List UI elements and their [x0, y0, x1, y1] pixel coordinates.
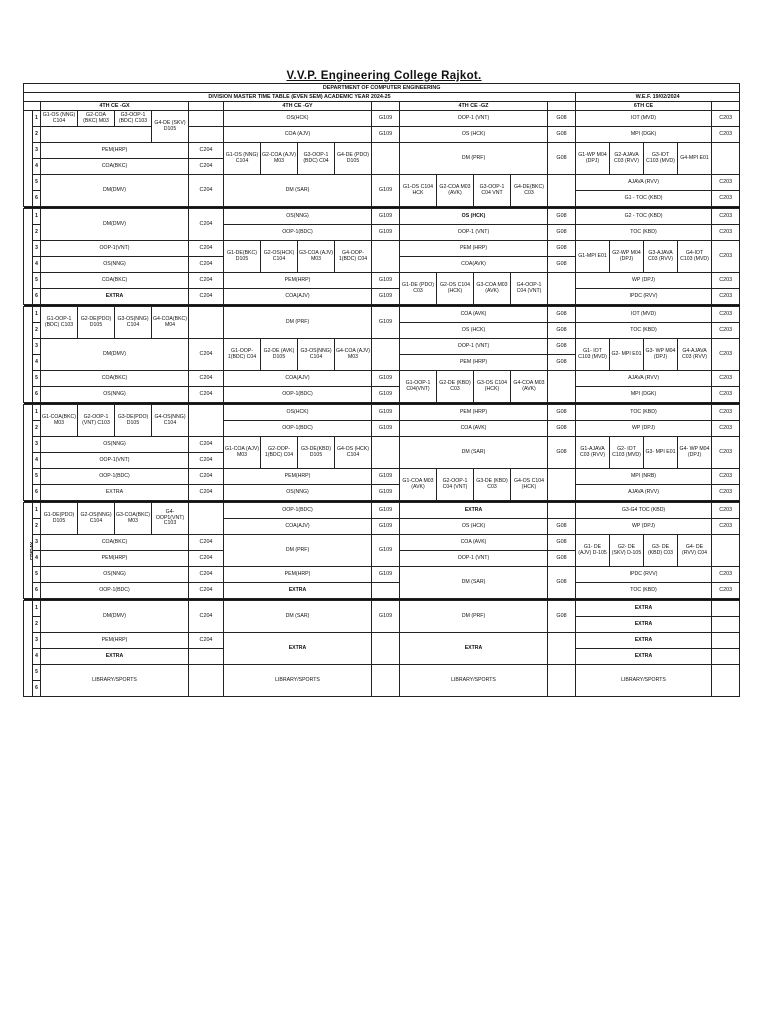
cell: G1-WP M04 (DPJ)	[576, 143, 610, 175]
cell: DM(DMV)	[41, 601, 189, 633]
period-number: 6	[33, 191, 41, 207]
cell: G1-DE(BKC) D105	[224, 241, 261, 273]
room: C203	[712, 307, 740, 323]
cell: COA (AVK)	[400, 421, 548, 437]
period-number: 1	[33, 405, 41, 421]
cell: G3- DE (KBD) C03	[644, 535, 678, 567]
cell: DM (PRF)	[224, 307, 372, 339]
room: C203	[712, 405, 740, 421]
cell: G1-OOP-1(BDC) C04	[224, 339, 261, 371]
cell: AJAVA (RVV)	[576, 371, 712, 387]
cell: PEM(HRP)	[224, 469, 372, 485]
cell: G4-COA(BKC) M04	[152, 307, 189, 339]
room: C203	[712, 437, 740, 469]
cell: OOP-1(BDC)	[224, 387, 372, 403]
period-number: 5	[33, 273, 41, 289]
cell: G1-OOP-1 C04(VNT)	[400, 371, 437, 403]
cell: OOP-1 (VNT)	[400, 339, 548, 355]
cell: G2-OOP-1 (VNT) C103	[78, 405, 115, 437]
cell: COA(AVK)	[400, 257, 548, 273]
cell: G3-OOP-1 (BDC) C04	[298, 143, 335, 175]
room: C204	[189, 159, 224, 175]
room: C203	[712, 289, 740, 305]
room: C203	[712, 567, 740, 583]
cell: G4-COA M03 (AVK)	[511, 371, 548, 403]
room: C203	[712, 323, 740, 339]
cell: TOC (KBD)	[576, 583, 712, 599]
room: G109	[372, 421, 400, 437]
cell: COA (AVK)	[400, 535, 548, 551]
cell: LIBRARY/SPORTS	[400, 665, 548, 697]
period-number: 1	[33, 111, 41, 127]
cell: COA(AJV)	[224, 289, 372, 305]
cell: EXTRA	[576, 633, 712, 649]
cell: G4-DE (PDO) D105	[335, 143, 372, 175]
room: G08	[548, 567, 576, 599]
room: G109	[372, 307, 400, 339]
day-label	[24, 209, 33, 305]
cell: COA (AJV)	[224, 127, 372, 143]
room: G08	[548, 551, 576, 567]
room: G109	[372, 601, 400, 633]
room: C204	[189, 551, 224, 567]
cell: OS(NNG)	[41, 387, 189, 403]
cell: G1- IOT C103 (MVD)	[576, 339, 610, 371]
cell: G4-OS C104 (HCK)	[511, 469, 548, 501]
cell: G3-DE(KBD) D105	[298, 437, 335, 469]
room: G109	[372, 273, 400, 289]
cell: OS (HCK)	[400, 209, 548, 225]
room: G109	[372, 289, 400, 305]
timetable-title: DIVISION MASTER TIME TABLE (EVEN SEM) ACADEMIC YEAR 2024-25	[24, 93, 576, 102]
day-label	[24, 111, 33, 207]
cell: OS(HCK)	[224, 405, 372, 421]
cell: G1-COA (AJV) M03	[224, 437, 261, 469]
cell: G2-OS C104 (HCK)	[437, 273, 474, 305]
cell: AJAVA (RVV)	[576, 175, 712, 191]
room: C204	[189, 209, 224, 241]
period-number: 5	[33, 371, 41, 387]
room: C204	[189, 257, 224, 273]
cell: IPDC (RVV)	[576, 567, 712, 583]
cell: G4-COA (AJV) M03	[335, 339, 372, 371]
room: G109	[372, 387, 400, 403]
cell: G3-COA (AJV) M03	[298, 241, 335, 273]
period-number: 5	[33, 469, 41, 485]
room: C203	[712, 209, 740, 225]
cell: G2- IOT C103 (MVD)	[610, 437, 644, 469]
room: C204	[189, 339, 224, 371]
period-number: 6	[33, 583, 41, 599]
cell: PEM (HRP)	[400, 355, 548, 371]
cell: COA(BKC)	[41, 535, 189, 551]
cell: G3-OS(NNG) C104	[115, 307, 152, 339]
period-number: 4	[33, 159, 41, 175]
cell: OS(NNG)	[224, 209, 372, 225]
room: G109	[372, 127, 400, 143]
room: G08	[548, 257, 576, 273]
room: G109	[372, 519, 400, 535]
period-number: 1	[33, 503, 41, 519]
cell: COA(AJV)	[224, 371, 372, 387]
cell: G2-DE (KBD) C03	[437, 371, 474, 403]
cell: G3-OS(NNG) C104	[298, 339, 335, 371]
room: C203	[712, 485, 740, 501]
cell: PEM(HRP)	[41, 143, 189, 159]
cell: G4-OOP1(VNT) C103	[152, 503, 189, 535]
cell: EXTRA	[41, 649, 189, 665]
period-number: 2	[33, 225, 41, 241]
cell: IOT (MVD)	[576, 307, 712, 323]
room: C204	[189, 273, 224, 289]
period-number: 6	[33, 289, 41, 305]
cell: G3-OS C104 (HCK)	[474, 371, 511, 403]
cell: G1-OS (NNG) C104	[224, 143, 261, 175]
cell: OS(NNG)	[41, 437, 189, 453]
cell: G1-OOP-1 (BDC) C103	[41, 307, 78, 339]
cell: G3-G4 TOC (KBD)	[576, 503, 712, 519]
cell: COA(BKC)	[41, 273, 189, 289]
cell: OOP-1 (VNT)	[400, 225, 548, 241]
cell: DM (SAR)	[224, 175, 372, 207]
cell: G3- WP M04 (DPJ)	[644, 339, 678, 371]
room: C204	[189, 601, 224, 633]
room: G08	[548, 127, 576, 143]
cell: G2- MPI E01	[610, 339, 644, 371]
room: C203	[712, 175, 740, 191]
room: C204	[189, 469, 224, 485]
cell: OOP-1(VNT)	[41, 241, 189, 257]
room: G109	[372, 371, 400, 387]
period-number: 3	[33, 241, 41, 257]
cell: OOP-1(BDC)	[41, 469, 189, 485]
cell: G4-MPI E01	[678, 143, 712, 175]
cell: DM (SAR)	[400, 437, 548, 469]
room: G08	[548, 225, 576, 241]
room: C203	[712, 127, 740, 143]
room: C204	[189, 485, 224, 501]
period-number: 4	[33, 453, 41, 469]
period-number: 5	[33, 665, 41, 681]
cell: G2 - TOC (KBD)	[576, 209, 712, 225]
cell: PEM(HRP)	[41, 551, 189, 567]
division-gx: 4TH CE -GX	[41, 102, 189, 111]
room: C203	[712, 371, 740, 387]
cell: DM (PRF)	[400, 143, 548, 175]
cell: TOC (KBD)	[576, 405, 712, 421]
room: G109	[372, 535, 400, 567]
period-number: 1	[33, 209, 41, 225]
period-number: 3	[33, 437, 41, 453]
cell: G4-OOP-1 C04 (VNT)	[511, 273, 548, 305]
timetable	[23, 83, 740, 697]
cell: G1-OS (NNG) C104	[41, 111, 78, 127]
room: C204	[189, 241, 224, 257]
department-header: DEPARTMENT OF COMPUTER ENGINEERING	[24, 84, 740, 93]
cell: G1- DE (AJV) D-105	[576, 535, 610, 567]
cell: OOP-1(BDC)	[224, 421, 372, 437]
cell: OOP-1(VNT)	[41, 453, 189, 469]
period-number: 4	[33, 355, 41, 371]
room: G109	[372, 225, 400, 241]
room: C204	[189, 175, 224, 207]
cell: OOP-1(BDC)	[224, 503, 372, 519]
room: G08	[548, 519, 576, 535]
cell: PEM(HRP)	[41, 633, 189, 649]
room: G08	[548, 355, 576, 371]
cell: G4- WP M04 (DPJ)	[678, 437, 712, 469]
cell: G3-COA(BKC) M03	[115, 503, 152, 535]
cell: EXTRA	[224, 633, 372, 665]
cell: COA (AVK)	[400, 307, 548, 323]
room: C203	[712, 387, 740, 403]
period-number: 3	[33, 633, 41, 649]
division-gy: 4TH CE -GY	[224, 102, 372, 111]
cell: EXTRA	[41, 289, 189, 305]
day-label	[24, 307, 33, 403]
room: G109	[372, 175, 400, 207]
cell: G1-COA(BKC) M03	[41, 405, 78, 437]
room: C203	[712, 469, 740, 485]
period-number: 2	[33, 519, 41, 535]
cell: MPI (NRB)	[576, 469, 712, 485]
cell: EXTRA	[400, 503, 548, 519]
cell: DM (SAR)	[224, 601, 372, 633]
cell: G1 - TOC (KBD)	[576, 191, 712, 207]
cell: G2-OOP-1(BDC) C04	[261, 437, 298, 469]
cell: EXTRA	[576, 617, 712, 633]
wef-date: W.E.F. 19/02/2024	[576, 93, 740, 102]
cell: G2-DE (AVK) D105	[261, 339, 298, 371]
cell: G4-OS(NNG) C104	[152, 405, 189, 437]
room: C203	[712, 421, 740, 437]
cell: G2-COA M03 (AVK)	[437, 175, 474, 207]
cell: G1-COA M03 (AVK)	[400, 469, 437, 501]
room: G109	[372, 405, 400, 421]
cell: WP (DPJ)	[576, 273, 712, 289]
cell: G3-IOT C103 (MVD)	[644, 143, 678, 175]
room: G109	[372, 503, 400, 519]
cell: PEM (HRP)	[400, 405, 548, 421]
room: G08	[548, 323, 576, 339]
period-number: 4	[33, 551, 41, 567]
period-number: 4	[33, 649, 41, 665]
cell: DM(DMV)	[41, 209, 189, 241]
room: C204	[189, 371, 224, 387]
cell: EXTRA	[224, 583, 372, 599]
cell: LIBRARY/SPORTS	[41, 665, 189, 697]
cell: G1-DE (PDO) C03	[400, 273, 437, 305]
cell: OS(NNG)	[224, 485, 372, 501]
room: C203	[712, 339, 740, 371]
room: C203	[712, 241, 740, 273]
cell: G4-DE (SKV) D105	[152, 111, 189, 143]
room: G08	[548, 601, 576, 633]
cell: OS(NNG)	[41, 257, 189, 273]
day-label: FRIDAY	[24, 503, 33, 599]
cell: COA(BKC)	[41, 159, 189, 175]
period-number: 6	[33, 485, 41, 501]
cell: G2-OOP-1 C04 (VNT)	[437, 469, 474, 501]
cell: DM (PRF)	[224, 535, 372, 567]
college-title: V.V.P. Engineering College Rajkot.	[286, 70, 482, 82]
cell: G2-COA (AJV) M03	[261, 143, 298, 175]
room: G08	[548, 339, 576, 355]
room: G109	[372, 567, 400, 583]
cell: G3-OOP-1 (BDC) C103	[115, 111, 152, 127]
cell: DM (PRF)	[400, 601, 548, 633]
room: G109	[372, 209, 400, 225]
room: C204	[189, 633, 224, 649]
period-number: 1	[33, 307, 41, 323]
cell: G1-DE(PDO) D105	[41, 503, 78, 535]
room: G08	[548, 143, 576, 175]
cell: G1-AJAVA C03 (RVV)	[576, 437, 610, 469]
cell: OS (HCK)	[400, 127, 548, 143]
division-gz: 4TH CE -GZ	[400, 102, 548, 111]
cell: G2-OS(NNG) C104	[78, 503, 115, 535]
cell: G4-IOT C103 (MVD)	[678, 241, 712, 273]
cell: PEM (HRP)	[400, 241, 548, 257]
cell: G4- DE (RVV) C04	[678, 535, 712, 567]
period-number: 3	[33, 535, 41, 551]
room: G08	[548, 421, 576, 437]
cell: TOC (KBD)	[576, 323, 712, 339]
cell: G2-AJAVA C03 (RVV)	[610, 143, 644, 175]
cell: G2-WP M04 (DPJ)	[610, 241, 644, 273]
cell: TOC (KBD)	[576, 225, 712, 241]
room: C204	[189, 453, 224, 469]
cell: G4-DE(BKC) C03	[511, 175, 548, 207]
room: G08	[548, 111, 576, 127]
cell: G2- DE (SKV) D-105	[610, 535, 644, 567]
cell: IPDC (RVV)	[576, 289, 712, 305]
cell: DM(DMV)	[41, 339, 189, 371]
cell: G2-DE(PDO) D105	[78, 307, 115, 339]
cell: OOP-1 (VNT)	[400, 111, 548, 127]
cell: G3-AJAVA C03 (RVV)	[644, 241, 678, 273]
room: C204	[189, 387, 224, 403]
cell: OOP-1(BDC)	[224, 225, 372, 241]
room: G08	[548, 307, 576, 323]
cell: LIBRARY/SPORTS	[576, 665, 712, 697]
room: C204	[189, 567, 224, 583]
cell: DM(DMV)	[41, 175, 189, 207]
room: C203	[712, 273, 740, 289]
cell: WP (DPJ)	[576, 519, 712, 535]
room: G08	[548, 405, 576, 421]
cell: IOT (MVD)	[576, 111, 712, 127]
cell: G4-OOP-1(BDC) C04	[335, 241, 372, 273]
room: C203	[712, 191, 740, 207]
cell: G3-COA M03 (AVK)	[474, 273, 511, 305]
period-number: 2	[33, 617, 41, 633]
room: C204	[189, 289, 224, 305]
room: C203	[712, 503, 740, 519]
room: G08	[548, 535, 576, 551]
cell: DM (SAR)	[400, 567, 548, 599]
room: C203	[712, 225, 740, 241]
cell: G1-OS C104 HCK	[400, 175, 437, 207]
room: C203	[712, 519, 740, 535]
cell: G3-DE (KBD) C03	[474, 469, 511, 501]
cell: LIBRARY/SPORTS	[224, 665, 372, 697]
period-number: 2	[33, 421, 41, 437]
cell: EXTRA	[41, 485, 189, 501]
cell: G3- MPI E01	[644, 437, 678, 469]
room: C203	[712, 111, 740, 127]
cell: PEM(HRP)	[224, 567, 372, 583]
room: C204	[189, 143, 224, 159]
cell: OS (HCK)	[400, 519, 548, 535]
room: C204	[189, 583, 224, 599]
room: G08	[548, 209, 576, 225]
period-number: 2	[33, 323, 41, 339]
cell: G3-OOP-1 C04 VNT	[474, 175, 511, 207]
cell: G4-AJAVA C03 (RVV)	[678, 339, 712, 371]
cell: WP (DPJ)	[576, 421, 712, 437]
room: G109	[372, 111, 400, 127]
period-number: 6	[33, 681, 41, 697]
period-number: 2	[33, 127, 41, 143]
cell: PEM(HRP)	[224, 273, 372, 289]
cell: G1-MPI E01	[576, 241, 610, 273]
cell: G4-OS (HCK) C104	[335, 437, 372, 469]
period-number: 3	[33, 339, 41, 355]
cell: EXTRA	[400, 633, 548, 665]
cell: EXTRA	[576, 601, 712, 617]
day-label	[24, 601, 33, 697]
cell: MPI (DGK)	[576, 387, 712, 403]
room: G109	[372, 485, 400, 501]
period-number: 5	[33, 567, 41, 583]
period-number: 5	[33, 175, 41, 191]
period-number: 6	[33, 387, 41, 403]
cell: COA(BKC)	[41, 371, 189, 387]
cell: OOP-1(BDC)	[41, 583, 189, 599]
cell: G2-COA (BKC) M03	[78, 111, 115, 127]
period-number: 1	[33, 601, 41, 617]
cell: G2-OS(HCK) C104	[261, 241, 298, 273]
room: G08	[548, 437, 576, 469]
cell: EXTRA	[576, 649, 712, 665]
period-number: 4	[33, 257, 41, 273]
day-label	[24, 405, 33, 501]
cell: OS (HCK)	[400, 323, 548, 339]
room: C204	[189, 535, 224, 551]
cell: OOP-1 (VNT)	[400, 551, 548, 567]
cell: OS(NNG)	[41, 567, 189, 583]
period-number: 3	[33, 143, 41, 159]
room: C204	[189, 437, 224, 453]
room: G08	[548, 241, 576, 257]
room: C203	[712, 583, 740, 599]
cell: COA(AJV)	[224, 519, 372, 535]
cell: MPI (DGK)	[576, 127, 712, 143]
cell: OS(HCK)	[224, 111, 372, 127]
division-6th: 6TH CE	[576, 102, 712, 111]
room: G109	[372, 469, 400, 485]
cell: AJAVA (RVV)	[576, 485, 712, 501]
cell: G3-DE(PDO) D105	[115, 405, 152, 437]
